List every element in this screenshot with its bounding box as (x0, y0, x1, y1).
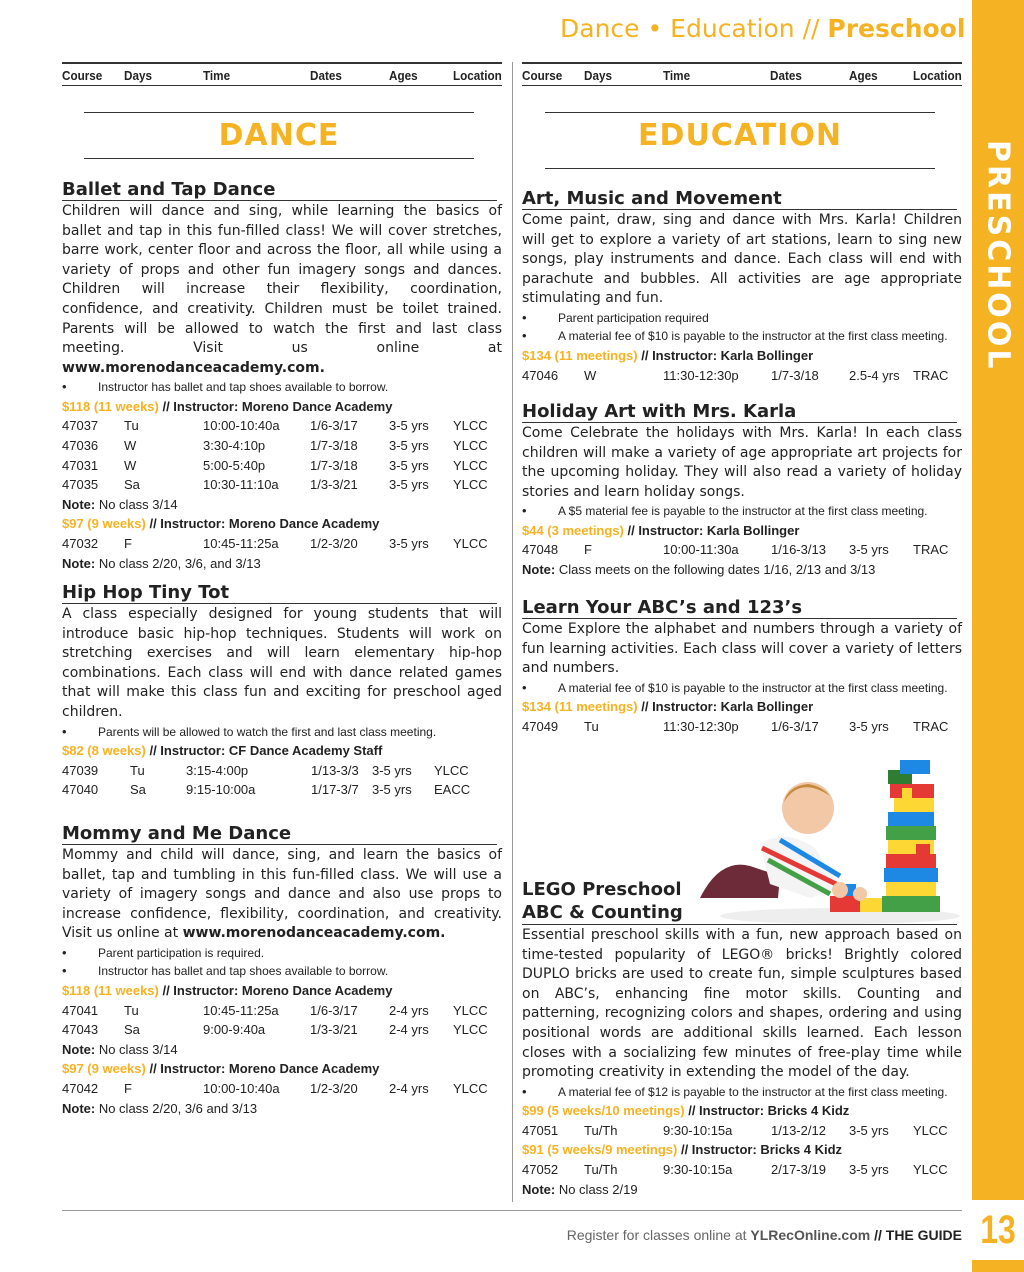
course-location: YLCC (913, 1122, 948, 1138)
course-code: 47051 (522, 1122, 559, 1138)
course-days: W (124, 438, 137, 454)
course-ages: 3-5 yrs (372, 782, 412, 798)
course-dates: 1/17-3/7 (311, 782, 359, 798)
col-dates: Dates (770, 68, 802, 83)
course-dates: 1/7-3/18 (310, 438, 358, 454)
course-note: Note: No class 3/14 (62, 1041, 178, 1057)
price-line: $118 (11 weeks) // Instructor: Moreno Dance Academy (62, 398, 393, 414)
page-header (560, 14, 966, 43)
website-link[interactable]: www.morenodanceacademy.com. (62, 359, 325, 376)
rule (545, 112, 935, 113)
course-code: 47032 (62, 536, 99, 551)
course-time: 9:15-10:00a (186, 782, 256, 798)
course-time: 3:15-4:00p (186, 762, 249, 778)
course-code: 47041 (62, 1002, 99, 1018)
course-days: Tu/Th (584, 1162, 618, 1178)
price-line: $118 (11 weeks) // Instructor: Moreno Dance Academy (62, 982, 393, 998)
schedule-row (62, 1079, 502, 1099)
course-note: Note: No class 2/20, 3/6, and 3/13 (62, 555, 261, 571)
course-description: Come paint, draw, sing and dance with Mrs. Karla! Children will get to explore a variety of art stations, learn to sing new songs, play instruments and dance. Each class will end with parachute and bubbles. All activities are age appropriate stimulating and fun. (522, 212, 962, 307)
course-code: 47046 (522, 367, 559, 383)
course-dates: 1/13-3/3 (311, 762, 359, 778)
course-time: 10:45-11:25a (203, 536, 279, 551)
course-bullet: • A $5 material fee is payable to the instructor at the first class meeting. (522, 502, 962, 521)
course-code: 47035 (62, 477, 99, 493)
course-ballet-tap (62, 180, 502, 573)
course-art-music-movement (522, 189, 962, 385)
schedule-row (522, 540, 962, 560)
course-time: 10:45-11:25a (203, 1002, 279, 1018)
schedule-row (62, 780, 502, 800)
price-line: $91 (5 weeks/9 meetings) // Instructor: Bricks 4 Kidz (522, 1142, 843, 1158)
course-ages: 3-5 yrs (389, 457, 429, 473)
course-title: Art, Music and Movement (522, 189, 957, 210)
course-dates: 1/7-3/18 (310, 457, 358, 473)
course-title: Ballet and Tap Dance (62, 180, 497, 201)
course-location: YLCC (453, 1002, 488, 1018)
course-description: A class especially designed for young students that will introduce basic hip-hop techniques. Students will work on stretching exercises and will learn elementary hip-hop combinations. Each class will end with dance related games that will make this class fun and exciting for preschool aged children. (62, 606, 502, 720)
schedule-row (62, 456, 502, 476)
course-ages: 3-5 yrs (389, 418, 429, 434)
course-days: Sa (124, 477, 140, 493)
course-holiday-art (522, 402, 962, 580)
schedule (62, 761, 502, 800)
course-days: Tu (124, 1002, 139, 1018)
course-location: YLCC (453, 1022, 488, 1038)
column-header-left (62, 62, 502, 86)
course-ages: 3-5 yrs (389, 477, 429, 493)
footer-website-link[interactable]: YLRecOnline.com (750, 1227, 871, 1243)
course-location: YLCC (434, 762, 469, 778)
col-dates: Dates (310, 68, 342, 83)
schedule (62, 416, 502, 494)
course-description: Mommy and child will dance, sing, and learn the basics of ballet, tap and tumbling in this fun-filled class. We will use a variety of imagery songs and dance and also use props to increase confidence, flexibility, coordination, and creativity. Visit us online at www.morenodanceacademy.com. (62, 847, 502, 942)
course-location: YLCC (453, 536, 488, 551)
price-line: $99 (5 weeks/10 meetings) // Instructor: Bricks 4 Kidz (522, 1103, 850, 1119)
schedule (522, 717, 962, 737)
course-time: 10:00-11:30a (663, 542, 739, 558)
schedule (62, 534, 502, 554)
course-days: F (584, 542, 592, 558)
course-description: Essential preschool skills with a fun, new approach based on time-tested popularity of LEGO® bricks! Brightly colored DUPLO bricks are used to create fun, simple sculptures based on ABC’s, enhancing fine motor skills. Counting and patterning, recognizing colors and shapes, ordering and using positional words are additional skills learned. Each lesson closes with a socializing few minutes of free-play time while promoting creativity in extending the model of the day. (522, 927, 962, 1081)
col-days: Days (124, 68, 152, 83)
header-prefix: Dance • Education // (560, 14, 820, 43)
course-description: Come Celebrate the holidays with Mrs. Karla! In each class children will make a variety of age appropriate art projects for the upcoming holiday. They will also read a variety of holiday stories and learn holiday songs. (522, 425, 962, 500)
course-code: 47031 (62, 457, 99, 473)
course-code: 47052 (522, 1162, 559, 1178)
course-time: 9:30-10:15a (663, 1162, 733, 1178)
course-ages: 3-5 yrs (389, 438, 429, 454)
course-dates: 1/6-3/17 (771, 718, 819, 734)
course-ages: 2-4 yrs (389, 1080, 429, 1096)
course-bullet: • A material fee of $10 is payable to the instructor at the first class meeting. (522, 679, 962, 698)
course-ages: 2-4 yrs (389, 1002, 429, 1018)
price-line: $97 (9 weeks) // Instructor: Moreno Dance Academy (62, 1061, 380, 1077)
course-note: Note: No class 2/19 (522, 1181, 638, 1197)
schedule-row (62, 475, 502, 495)
rule (84, 112, 474, 113)
course-code: 47039 (62, 762, 99, 778)
course-location: TRAC (913, 718, 949, 734)
course-dates: 1/2-3/20 (310, 1080, 358, 1096)
course-dates: 1/16-3/13 (771, 542, 826, 558)
course-code: 47042 (62, 1080, 99, 1096)
footer-rule (62, 1210, 962, 1211)
course-title: Holiday Art with Mrs. Karla (522, 402, 957, 423)
course-dates: 1/6-3/17 (310, 418, 358, 434)
price-line: $44 (3 meetings) // Instructor: Karla Bollinger (522, 522, 800, 538)
rule (84, 158, 474, 159)
course-time: 11:30-12:30p (663, 718, 739, 734)
course-lego-preschool (522, 878, 962, 1199)
course-note: Note: No class 2/20, 3/6 and 3/13 (62, 1100, 258, 1116)
course-bullet: • A material fee of $12 is payable to the instructor at the first class meeting. (522, 1083, 962, 1102)
course-ages: 3-5 yrs (372, 762, 412, 778)
course-dates: 1/3-3/21 (310, 1022, 358, 1038)
header-section: Preschool (827, 14, 966, 43)
course-days: Sa (130, 782, 146, 798)
col-time: Time (663, 68, 691, 83)
course-code: 47037 (62, 418, 99, 434)
course-dates: 1/13-2/12 (771, 1122, 826, 1138)
schedule (62, 1079, 502, 1099)
course-ages: 2.5-4 yrs (849, 367, 900, 383)
schedule-row (522, 717, 962, 737)
schedule-row (62, 436, 502, 456)
dance-section-title: DANCE (218, 118, 340, 153)
course-ages: 3-5 yrs (389, 536, 429, 551)
course-time: 10:00-10:40a (203, 1080, 280, 1096)
schedule-row (62, 1001, 502, 1021)
course-bullet: • Instructor has ballet and tap shoes available to borrow. (62, 378, 502, 397)
course-abc-123 (522, 598, 962, 736)
education-section-title: EDUCATION (638, 118, 842, 153)
course-bullet: • Instructor has ballet and tap shoes available to borrow. (62, 962, 502, 981)
course-location: YLCC (453, 438, 488, 454)
schedule-row (522, 1121, 962, 1141)
course-code: 47048 (522, 542, 559, 558)
schedule-row (62, 416, 502, 436)
price-line: $134 (11 meetings) // Instructor: Karla Bollinger (522, 347, 814, 363)
schedule (522, 1121, 962, 1141)
course-days: Tu/Th (584, 1122, 618, 1138)
course-days: Tu (130, 762, 145, 778)
sidebar-label: PRESCHOOL (980, 140, 1016, 372)
course-days: F (124, 1080, 132, 1096)
course-dates: 2/17-3/19 (771, 1162, 826, 1178)
course-title: LEGO Preschool (522, 879, 682, 900)
course-location: YLCC (453, 1080, 488, 1096)
col-ages: Ages (849, 68, 878, 83)
website-link[interactable]: www.morenodanceacademy.com. (182, 925, 446, 942)
course-dates: 1/7-3/18 (771, 367, 819, 383)
course-location: TRAC (913, 367, 949, 383)
price-line: $82 (8 weeks) // Instructor: CF Dance Academy Staff (62, 743, 383, 759)
course-dates: 1/3-3/21 (310, 477, 358, 493)
col-time: Time (203, 68, 231, 83)
price-line: $134 (11 meetings) // Instructor: Karla Bollinger (522, 699, 814, 715)
course-code: 47043 (62, 1022, 99, 1038)
course-days: Tu (584, 718, 599, 734)
footer: Register for classes online at YLRecOnline.com // THE GUIDE (566, 1227, 962, 1243)
course-location: YLCC (453, 457, 488, 473)
schedule (522, 366, 962, 386)
course-time: 3:30-4:10p (203, 438, 266, 454)
col-location: Location (453, 68, 502, 83)
course-bullet: • A material fee of $10 is payable to the instructor at the first class meeting. (522, 327, 962, 346)
course-days: W (584, 367, 597, 383)
course-ages: 3-5 yrs (849, 1162, 889, 1178)
course-time: 11:30-12:30p (663, 367, 739, 383)
course-mommy-and-me (62, 824, 502, 1118)
course-bullet: • Parent participation required (522, 309, 962, 328)
course-time: 10:30-11:10a (203, 477, 279, 493)
course-code: 47040 (62, 782, 99, 798)
course-time: 9:30-10:15a (663, 1122, 733, 1138)
schedule-row (62, 534, 502, 554)
schedule (522, 540, 962, 560)
col-ages: Ages (389, 68, 418, 83)
schedule (62, 1001, 502, 1040)
course-bullet: • Parent participation is required. (62, 944, 502, 963)
course-location: YLCC (453, 477, 488, 493)
course-dates: 1/6-3/17 (310, 1002, 358, 1018)
course-code: 47049 (522, 718, 559, 734)
course-ages: 3-5 yrs (849, 718, 889, 734)
course-location: YLCC (913, 1162, 948, 1178)
course-location: EACC (434, 782, 471, 798)
course-ages: 2-4 yrs (389, 1022, 429, 1038)
page-number: 13 (980, 1208, 1016, 1252)
course-location: TRAC (913, 542, 949, 558)
course-title: Hip Hop Tiny Tot (62, 583, 497, 604)
course-note: Note: Class meets on the following dates 1/16, 2/13 and 3/13 (522, 562, 876, 578)
course-description: Come Explore the alphabet and numbers through a variety of fun learning activities. Each class will cover a variety of letters and numbers. (522, 621, 962, 677)
schedule-row (62, 1020, 502, 1040)
course-dates: 1/2-3/20 (310, 536, 358, 551)
schedule-row (522, 366, 962, 386)
column-divider (512, 62, 513, 1202)
course-time: 10:00-10:40a (203, 418, 280, 434)
col-course: Course (522, 68, 563, 83)
course-description: Children will dance and sing, while learning the basics of ballet and tap in this fun-filled class! We will cover stretches, barre work, center floor and across the floor, all while using a variety of props and other fun imagery songs and dances. Children will increase their flexibility, coordination, confidence, and creativity. Children must be toilet trained. Parents will be allowed to watch the first and last class meeting. Visit us online at www.morenodanceacademy.com. (62, 203, 502, 376)
course-bullet: • Parents will be allowed to watch the first and last class meeting. (62, 723, 502, 742)
course-days: Tu (124, 418, 139, 434)
col-course: Course (62, 68, 103, 83)
course-time: 5:00-5:40p (203, 457, 266, 473)
course-time: 9:00-9:40a (203, 1022, 266, 1038)
rule (545, 168, 935, 169)
price-line: $97 (9 weeks) // Instructor: Moreno Dance Academy (62, 516, 380, 532)
course-days: F (124, 536, 132, 551)
schedule-row (62, 761, 502, 781)
course-ages: 3-5 yrs (849, 542, 889, 558)
course-hip-hop (62, 583, 502, 800)
course-title: Learn Your ABC’s and 123’s (522, 598, 957, 619)
course-code: 47036 (62, 438, 99, 454)
course-days: W (124, 457, 137, 473)
schedule-row (522, 1160, 962, 1180)
course-ages: 3-5 yrs (849, 1122, 889, 1138)
course-note: Note: No class 3/14 (62, 496, 178, 512)
schedule (522, 1160, 962, 1180)
course-title: ABC & Counting (522, 902, 957, 925)
col-location: Location (913, 68, 962, 83)
col-days: Days (584, 68, 612, 83)
course-title: Mommy and Me Dance (62, 824, 497, 845)
course-location: YLCC (453, 418, 488, 434)
course-days: Sa (124, 1022, 140, 1038)
column-header-right (522, 62, 962, 86)
